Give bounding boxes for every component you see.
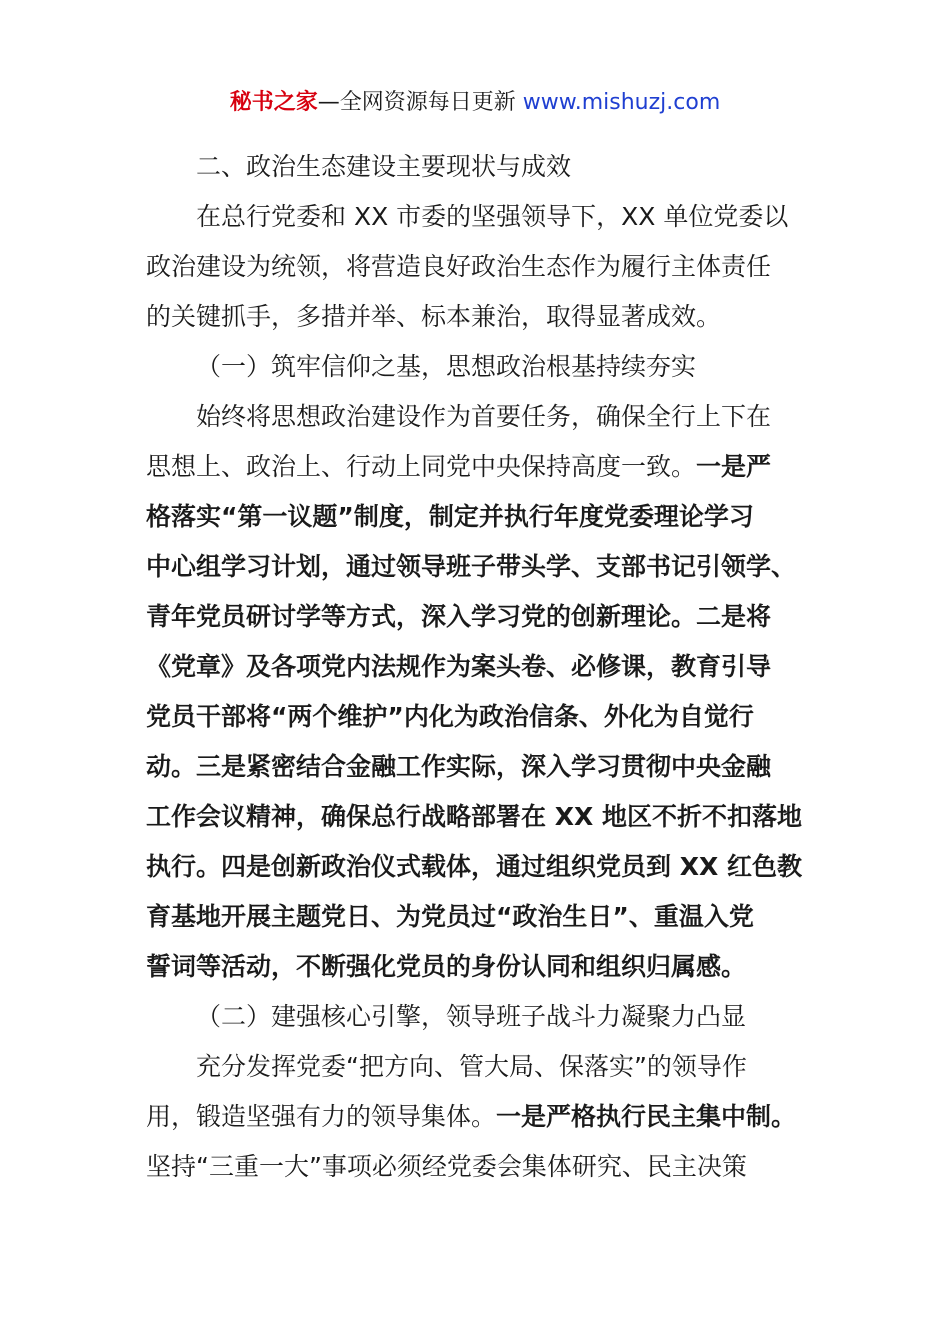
site-url-link[interactable]: www.mishuzj.com [522,90,721,115]
text-segment: 政治建设为统领，将营造良好政治生态作为履行主体责任 [146,252,772,281]
bold-text-segment: 中心组学习计划，通过领导班子带头学、支部书记引领学、 [146,552,797,581]
text-line [146,542,826,592]
site-header [0,86,950,120]
text-segment: 用，锻造坚强有力的领导集体。 [146,1102,497,1131]
text-line [146,892,826,942]
bold-text-segment: 育基地开展主题党日、为党员过“政治生日”、重温入党 [146,902,754,931]
bold-text-segment: 党员干部将“两个维护”内化为政治信条、外化为自觉行 [146,702,754,731]
text-line [146,242,826,292]
text-line [146,192,826,242]
text-line [146,342,826,392]
bold-text-segment: 一是严 [696,452,772,481]
text-segment: （一）筑牢信仰之基，思想政治根基持续夯实 [196,352,697,381]
bold-text-segment: 一是严格执行民主集中制。 [496,1102,797,1131]
text-line [146,492,826,542]
text-line [146,592,826,642]
text-line [146,1142,826,1192]
bold-text-segment: 青年党员研讨学等方式，深入学习党的创新理论。二是将 [146,602,772,631]
text-line [146,392,826,442]
text-line [146,942,826,992]
bold-text-segment: 工作会议精神，确保总行战略部署在 XX 地区不折不扣落地 [146,802,802,831]
bold-text-segment: 执行。四是创新政治仪式载体，通过组织党员到 XX 红色教 [146,852,802,881]
bold-text-segment: 《党章》及各项党内法规作为案头卷、必修课，教育引导 [146,652,772,681]
text-line [146,142,826,192]
text-line [146,1092,826,1142]
text-segment: 坚持“三重一大”事项必须经党委会集体研究、民主决策 [146,1152,747,1181]
text-segment: 的关键抓手，多措并举、标本兼治，取得显著成效。 [146,302,722,331]
site-tagline: —全网资源每日更新 [317,90,523,115]
bold-text-segment: 动。三是紧密结合金融工作实际，深入学习贯彻中央金融 [146,752,772,781]
text-segment: 思想上、政治上、行动上同党中央保持高度一致。 [146,452,697,481]
text-line [146,692,826,742]
bold-text-segment: 誓词等活动，不断强化党员的身份认同和组织归属感。 [146,952,747,981]
text-line [146,292,826,342]
text-line [146,792,826,842]
bold-text-segment: 格落实“第一议题”制度，制定并执行年度党委理论学习 [146,502,754,531]
text-line [146,442,826,492]
text-segment: 始终将思想政治建设作为首要任务，确保全行上下在 [196,402,772,431]
document-body [146,142,826,1192]
text-line [146,992,826,1042]
text-line [146,642,826,692]
text-line [146,742,826,792]
text-line [146,842,826,892]
site-brand: 秘书之家 [229,90,318,115]
text-segment: 二、政治生态建设主要现状与成效 [196,152,572,181]
text-segment: 充分发挥党委“把方向、管大局、保落实”的领导作 [196,1052,747,1081]
text-segment: 在总行党委和 XX 市委的坚强领导下，XX 单位党委以 [196,202,789,231]
text-segment: （二）建强核心引擎，领导班子战斗力凝聚力凸显 [196,1002,747,1031]
text-line [146,1042,826,1092]
